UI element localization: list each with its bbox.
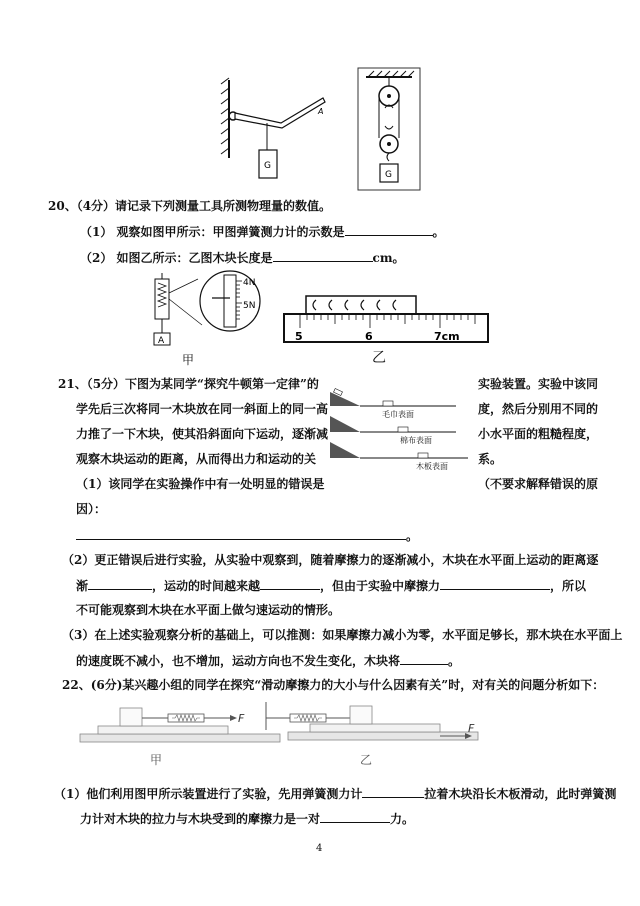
- q20-item1-text: （1） 观察如图甲所示：甲图弹簧测力计的示数是: [80, 225, 345, 239]
- q20-item1: [80, 223, 445, 240]
- ruler-5-label: 5: [295, 330, 303, 343]
- q20-stem: 20、（4分）请记录下列测量工具所测物理量的数值。: [48, 199, 332, 213]
- q21-sub1: （1）该同学在实验操作中有一处明显的错误是: [76, 477, 325, 491]
- q22-sub1-l1a: （1）他们利用图甲所示装置进行了实验，先用弹簧测力计: [54, 787, 363, 801]
- q21-sub2-blank3[interactable]: [440, 577, 550, 590]
- q21-sub1-answer-line: [76, 527, 418, 544]
- q21-sub2-l2c: ，但由于实验中摩擦力: [320, 579, 441, 593]
- q21-line1-right: 实验装置。实验中该同: [478, 377, 599, 391]
- lever-figure: [215, 78, 335, 188]
- scale-5n-label: 5N: [243, 301, 256, 311]
- ruler-6-label: 6: [365, 330, 373, 343]
- q22-sub1-line2: [80, 810, 414, 827]
- q21-sub2-l2d: ，所以: [550, 579, 587, 593]
- q21-sub3-blank[interactable]: [400, 652, 448, 665]
- q21-line4-right: 系。: [478, 452, 503, 466]
- surface-wood-label: 木板表面: [416, 462, 448, 471]
- q21-line3-right: 小水平面的粗糙程度，: [478, 427, 599, 441]
- block-a-label: A: [158, 336, 165, 346]
- q21-sub1-end: 。: [406, 529, 419, 543]
- q22-sub1-l2b: 力。: [390, 812, 415, 826]
- lever-label-a: A: [318, 107, 324, 116]
- ruler-7cm-label: 7cm: [434, 330, 460, 343]
- q21-sub2-l2a: 渐: [76, 579, 89, 593]
- q21-sub2-line2: [76, 577, 586, 594]
- spring-scale-figure: [148, 273, 273, 363]
- q21-sub1-blank[interactable]: [76, 527, 406, 540]
- q21-sub3-line2: [76, 652, 460, 669]
- lever-label-g: G: [264, 161, 271, 171]
- q20-item2: [80, 249, 405, 266]
- q21-sub2-blank2[interactable]: [260, 577, 320, 590]
- q21-line2-right: 度，然后分别用不同的: [478, 402, 599, 416]
- q22-fig-jia-label: 甲: [150, 753, 163, 767]
- q21-line2-left: 学先后三次将同一木块放在同一斜面上的同一高: [76, 402, 329, 416]
- ruler-figure: [282, 296, 492, 346]
- q21-sub2-line1: （2）更正错误后进行实验，从实验中观察到，随着摩擦力的逐渐减小，木块在水平面上运动的距离逐: [62, 553, 599, 567]
- q20-item2-text: （2） 如图乙所示：乙图木块长度是: [80, 251, 273, 265]
- page-number: 4: [316, 843, 323, 854]
- q21-sub3-l2: 的速度既不减小，也不增加，运动方向也不发生变化，木块将: [76, 654, 401, 668]
- force-f-yi: F: [468, 722, 475, 735]
- q21-sub2-l2b: ，运动的时间越来越: [152, 579, 261, 593]
- pulley-figure: [358, 68, 420, 190]
- pulley-label-g: G: [385, 170, 392, 180]
- scale-4n-label: 4N: [243, 278, 256, 288]
- q20-item2-tail: cm。: [372, 251, 405, 265]
- q21-sub3-end: 。: [448, 654, 461, 668]
- fig-jia-label: 甲: [182, 353, 195, 367]
- q22-sub1-blank1[interactable]: [362, 785, 424, 798]
- q21-sub3-line1: （3）在上述实验观察分析的基础上，可以推测：如果摩擦力减小为零，水平面足够长，那木块在水平面上: [62, 628, 623, 642]
- fig-yi-label: 乙: [372, 350, 386, 366]
- q21-line1-left: 21、（5分）下图为某同学“探究牛顿第一定律”的: [58, 377, 319, 391]
- q21-sub1-cont: 因）：: [76, 502, 107, 516]
- force-f-jia: F: [238, 712, 245, 725]
- q21-sub2-blank1[interactable]: [88, 577, 152, 590]
- q20-answer2-blank[interactable]: [273, 249, 373, 262]
- q21-sub2-line3: 不可能观察到木块在水平面上做匀速运动的情形。: [76, 603, 341, 617]
- surface-cotton-label: 棉布表面: [400, 436, 432, 445]
- q22-sub1-l2a: 力计对木块的拉力与木块受到的摩擦力是一对: [80, 812, 321, 826]
- q22-sub1-blank2[interactable]: [320, 810, 390, 823]
- q22-sub1-l1b: 拉着木块沿长木板滑动，此时弹簧测: [424, 787, 617, 801]
- q22-sub1-line1: [54, 785, 616, 802]
- q22-fig-yi-label: 乙: [360, 753, 373, 767]
- q21-line3-left: 力推了一下木块，使其沿斜面向下运动，逐渐减: [76, 427, 329, 441]
- q21-sub1-right: （不要求解释错误的原: [478, 477, 599, 491]
- q21-line4-left: 观察木块运动的距离，从而得出力和运动的关: [76, 452, 317, 466]
- q20-item1-tail: 。: [432, 225, 445, 239]
- incline-experiment-figure: [328, 388, 473, 473]
- friction-experiment-figure: [80, 700, 480, 748]
- surface-towel-label: 毛巾表面: [382, 410, 414, 419]
- q22-stem: 22、(6分)某兴趣小组的同学在探究“滑动摩擦力的大小与什么因素有关”时，对有关的问题分析如下：: [62, 678, 605, 692]
- q20-answer1-blank[interactable]: [345, 223, 433, 236]
